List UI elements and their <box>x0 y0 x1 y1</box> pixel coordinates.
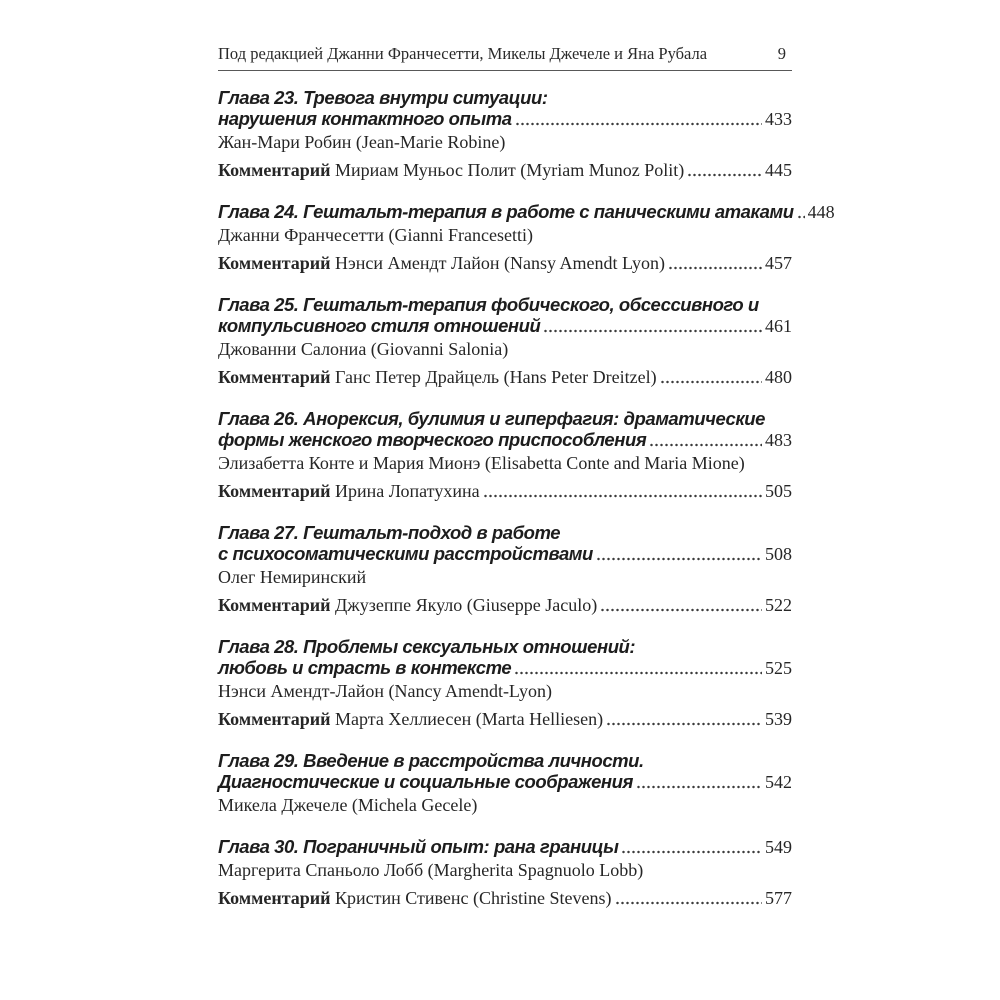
dot-leader <box>514 671 762 675</box>
chapter-title-line: Диагностические и социальные соображения <box>218 771 633 792</box>
chapter-page-number: 525 <box>765 658 792 678</box>
dot-leader <box>483 494 762 498</box>
commentary-label: Комментарий <box>218 595 331 615</box>
commentary-line <box>218 888 792 909</box>
commentary-text: Комментарий Ирина Лопатухина <box>218 481 480 501</box>
chapter-title-line: нарушения контактного опыта <box>218 108 512 129</box>
dot-leader <box>515 122 762 126</box>
chapter-title-line: Глава 26. Анорексия, булимия и гиперфагия: драматические <box>218 408 765 429</box>
commentary-label: Комментарий <box>218 367 331 387</box>
chapter-title-line: Глава 30. Пограничный опыт: рана границы <box>218 836 619 857</box>
commentary-label: Комментарий <box>218 160 331 180</box>
chapter-page-number: 508 <box>765 544 792 564</box>
dot-leader <box>668 266 762 270</box>
commentary-page-number: 457 <box>765 253 792 273</box>
chapter-author: Жан-Мари Робин (Jean-Marie Robine) <box>218 132 506 152</box>
chapter-page-number: 433 <box>765 109 792 129</box>
dot-leader <box>797 215 805 219</box>
toc-entry <box>218 836 792 909</box>
chapter-title-row <box>218 429 792 451</box>
chapter-page-number: 542 <box>765 772 792 792</box>
chapter-author: Маргерита Спаньоло Лобб (Margherita Spagnuolo Lobb) <box>218 860 644 880</box>
chapter-title-line: любовь и страсть в контексте <box>218 657 512 678</box>
chapter-title-row <box>218 657 792 679</box>
commentary-line <box>218 367 792 388</box>
commentary-label: Комментарий <box>218 888 331 908</box>
running-header <box>218 44 792 71</box>
commentary-page-number: 480 <box>765 367 792 387</box>
toc-page-content <box>218 44 835 909</box>
chapter-author: Нэнси Амендт-Лайон (Nancy Amendt-Lyon) <box>218 681 552 701</box>
dot-leader <box>636 785 762 789</box>
toc-entry <box>218 201 835 274</box>
toc-entry <box>218 522 792 616</box>
dot-leader <box>600 608 762 612</box>
chapter-title-line: Глава 27. Гештальт-подход в работе <box>218 522 561 543</box>
chapter-title-line: формы женского творческого приспособления <box>218 429 647 450</box>
chapter-author: Олег Немиринский <box>218 567 367 587</box>
chapter-title-row <box>218 201 835 223</box>
chapter-title-line: Глава 23. Тревога внутри ситуации: <box>218 87 548 108</box>
dot-leader <box>606 722 762 726</box>
commentary-label: Комментарий <box>218 253 331 273</box>
dot-leader <box>596 557 762 561</box>
commentary-line <box>218 595 792 616</box>
chapter-page-number: 483 <box>765 430 792 450</box>
chapter-title-line: Глава 24. Гештальт-терапия в работе с паническими атаками <box>218 201 794 222</box>
dot-leader <box>615 901 762 905</box>
dot-leader <box>687 173 762 177</box>
commentary-page-number: 522 <box>765 595 792 615</box>
chapter-title-line: с психосоматическими расстройствами <box>218 543 593 564</box>
table-of-contents <box>218 87 835 909</box>
chapter-title-line: Глава 29. Введение в расстройства личности. <box>218 750 644 771</box>
chapter-author: Микела Джечеле (Michela Gecele) <box>218 795 478 815</box>
commentary-text: Комментарий Мириам Муньос Полит (Myriam Munoz Polit) <box>218 160 685 180</box>
commentary-text: Комментарий Ганс Петер Драйцель (Hans Peter Dreitzel) <box>218 367 657 387</box>
chapter-page-number: 549 <box>765 837 792 857</box>
chapter-author: Джованни Салониа (Giovanni Salonia) <box>218 339 509 359</box>
dot-leader <box>543 329 762 333</box>
toc-entry <box>218 87 792 181</box>
chapter-title-row <box>218 543 792 565</box>
chapter-title-line: Глава 28. Проблемы сексуальных отношений: <box>218 636 636 657</box>
header-page-number: 9 <box>777 44 786 63</box>
toc-entry <box>218 636 792 730</box>
chapter-title-line: Глава 25. Гештальт-терапия фобического, обсессивного и <box>218 294 759 315</box>
header-editors-text: Под редакцией Джанни Франчесетти, Микелы Джечеле и Яна Рубала <box>218 44 708 63</box>
dot-leader <box>660 380 762 384</box>
toc-entry <box>218 294 792 388</box>
commentary-line <box>218 481 792 502</box>
commentary-page-number: 539 <box>765 709 792 729</box>
chapter-title-row <box>218 315 792 337</box>
commentary-text: Комментарий Джузеппе Якуло (Giuseppe Jaculo) <box>218 595 598 615</box>
toc-entry <box>218 750 792 816</box>
commentary-text: Комментарий Кристин Стивенс (Christine Stevens) <box>218 888 612 908</box>
chapter-page-number: 461 <box>765 316 792 336</box>
chapter-page-number: 448 <box>807 202 835 222</box>
commentary-label: Комментарий <box>218 709 331 729</box>
commentary-line <box>218 160 792 181</box>
commentary-label: Комментарий <box>218 481 331 501</box>
dot-leader <box>621 850 762 854</box>
chapter-author: Элизабетта Конте и Мария Мионэ (Elisabetta Conte and Maria Mione) <box>218 453 745 473</box>
commentary-text: Комментарий Марта Хеллиесен (Marta Helliesen) <box>218 709 604 729</box>
commentary-line <box>218 709 792 730</box>
commentary-page-number: 445 <box>765 160 792 180</box>
chapter-title-row <box>218 108 792 130</box>
commentary-line <box>218 253 792 274</box>
chapter-title-line: компульсивного стиля отношений <box>218 315 541 336</box>
chapter-author: Джанни Франчесетти (Gianni Francesetti) <box>218 225 533 245</box>
commentary-page-number: 577 <box>765 888 792 908</box>
dot-leader <box>649 443 762 447</box>
chapter-title-row <box>218 836 792 858</box>
commentary-page-number: 505 <box>765 481 792 501</box>
commentary-text: Комментарий Нэнси Амендт Лайон (Nansy Amendt Lyon) <box>218 253 665 273</box>
chapter-title-row <box>218 771 792 793</box>
toc-entry <box>218 408 792 502</box>
